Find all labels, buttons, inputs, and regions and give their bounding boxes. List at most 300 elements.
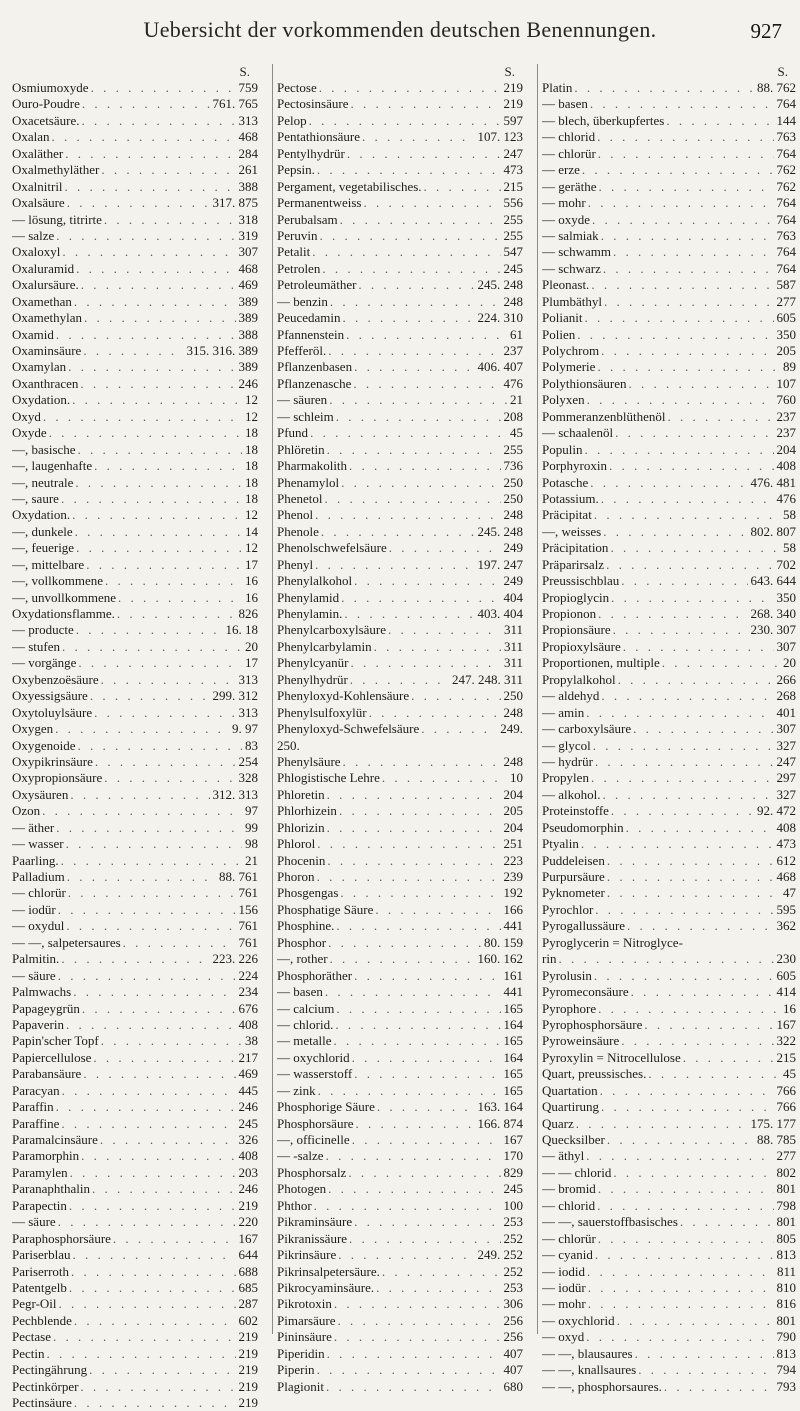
entry-term: Pariserblau [12,1247,71,1263]
leader-dots [681,1050,774,1066]
leader-dots [92,458,242,474]
leader-dots [325,787,501,803]
entry-page-ref: 266 [776,671,796,687]
index-entry [12,672,258,688]
index-entry [277,902,523,918]
entry-term: — wasser [12,836,64,852]
entry-term: Pfefferöl. [277,343,327,358]
entry-term: Pharmakolith [277,458,348,474]
index-entry [277,573,523,589]
entry-term: — alkohol. [542,786,601,802]
index-column-3 [537,64,796,1394]
index-entry [12,853,258,869]
entry-term: — benzin [277,293,328,309]
index-entry [12,885,258,901]
entry-term: Pechblende [12,1312,72,1328]
entry-page-ref: 175. 177 [750,1115,796,1131]
leader-dots [607,458,774,474]
entry-page-ref: 89 [783,359,796,375]
entry-page-ref: 83 [245,737,258,753]
entry-page-ref: 250 [503,688,523,704]
index-entry [277,442,523,458]
entry-page-ref: 58 [783,507,796,523]
entry-term: — mohr [542,195,586,211]
entry-term: Plumbäthyl [542,293,602,309]
entry-page-ref: 587 [776,277,796,293]
entry-page-ref: 763 [776,129,796,145]
entry-page-ref: 801 [776,1312,796,1328]
index-entry [277,1066,523,1082]
entry-term: — vorgänge [12,655,77,671]
leader-dots [596,1181,774,1197]
entry-term: —, saure [12,490,59,506]
entry-term: Phenamylol [277,474,340,490]
entry-term: —, vollkommene [12,573,103,589]
entry-page-ref: 473 [776,836,796,852]
leader-dots [409,688,500,704]
leader-dots [92,705,235,721]
index-entry [12,475,258,491]
index-entry [542,507,796,523]
entry-page-ref: 247 [503,145,523,161]
entry-page-ref: 249. 252 [477,1247,523,1263]
entry-term: Präparirsalz [542,556,605,572]
entry-term: Plagionit [277,1378,324,1394]
index-entry [277,212,523,228]
leader-dots [68,787,209,803]
index-entry [542,540,796,556]
entry-page-ref: 144 [776,112,796,128]
index-entry [12,1116,258,1132]
leader-dots [360,129,474,145]
index-entry [12,491,258,507]
entry-term: Petrolen [277,260,321,276]
leader-dots [79,1148,235,1164]
entry-term: Phenylcyanür [277,655,349,671]
entry-page-ref: 224. 310 [477,310,523,326]
entry-term: Oxydationsflamme. [12,606,115,621]
leader-dots [103,573,242,589]
index-entry [542,787,796,803]
entry-term: Paraffine [12,1115,60,1131]
leader-dots [59,1116,235,1132]
leader-dots [351,376,500,392]
entry-term: —, basische [12,441,76,457]
entry-page-ref: 12 [245,540,258,556]
entry-page-ref: 166 [503,901,523,917]
leader-dots [315,1362,501,1378]
entry-page-ref: 389 [238,310,258,326]
leader-dots [599,688,773,704]
index-entry [542,162,796,178]
leader-dots [586,1280,774,1296]
entry-term: Phosphorsäure [277,1115,354,1131]
index-entry [12,80,258,96]
index-entry [277,754,523,770]
leader-dots [380,1264,501,1280]
entry-term: — äther [12,819,55,835]
leader-dots [596,1001,780,1017]
entry-term: Oxalan [12,129,50,145]
index-entry [12,425,258,441]
entry-page-ref: 761. 765 [212,96,258,112]
entry-term: Petroleumäther [277,277,357,293]
entry-term: Papiercellulose [12,1049,92,1065]
leader-dots [79,277,236,293]
entry-page-ref: 161 [503,967,523,983]
index-entry [12,1066,258,1082]
entry-term: — salmiak [542,227,599,243]
entry-term: Pyroglycerin = Nitroglyce- [542,934,683,950]
entry-page-ref: 246 [238,1181,258,1197]
leader-dots [54,228,235,244]
entry-term: Purpursäure [542,869,605,884]
index-entry [542,343,796,359]
entry-page-ref: 219 [238,1362,258,1378]
entry-term: Phloretin [277,786,325,802]
leader-dots [611,1165,773,1181]
leader-dots [81,343,183,359]
entry-term: — mohr [542,1296,586,1312]
entry-term: — stufen [12,638,61,654]
entry-page-ref: 388 [238,326,258,342]
index-entry [12,984,258,1000]
index-entry [12,442,258,458]
entry-page-ref: 107 [776,375,796,391]
leader-dots [341,754,501,770]
leader-dots [74,622,223,638]
entry-term: Polymerie [542,359,596,375]
index-entry [277,1001,523,1017]
leader-dots [111,1231,236,1247]
leader-dots [615,1313,774,1329]
entry-term: Oxydation. [12,507,71,523]
index-entry [277,918,523,934]
leader-dots [582,310,773,326]
entry-term: Phenylsulfoxylür [277,704,367,720]
leader-dots [102,212,236,228]
entry-page-ref: 204 [503,786,523,802]
index-entry [542,1231,796,1247]
entry-page-ref: 766 [776,1082,796,1098]
entry-page-ref: 764 [776,211,796,227]
entry-term: Pyrophosphorsäure [542,1016,643,1032]
entry-page-ref: 14 [245,523,258,539]
entry-term: — hydrür [542,753,593,769]
leader-dots [616,672,774,688]
leader-dots [91,1050,235,1066]
entry-page-ref: 16 [245,589,258,605]
leader-dots [588,475,747,491]
leader-dots [589,770,774,786]
entry-page-ref: 277 [776,293,796,309]
leader-dots [386,622,501,638]
entry-page-ref: 234 [238,984,258,1000]
entry-term: Oxygen [12,721,54,737]
entry-term: Oxygenoide [12,737,76,753]
entry-page-ref: 319 [238,227,258,243]
leader-dots [88,688,210,704]
leader-dots [605,853,774,869]
entry-page-ref: 17 [245,655,258,671]
index-entry [12,918,258,934]
index-entry [12,820,258,836]
entry-term: — producte [12,622,74,638]
leader-dots [582,442,773,458]
leader-dots [595,1198,773,1214]
entry-term: Phoron [277,869,315,884]
entry-page-ref: 407 [503,1345,523,1361]
entry-term: — metalle [277,1033,332,1049]
entry-page-ref: 219 [503,80,523,95]
entry-term: Papin'scher Topf [12,1033,99,1049]
entry-term: Phenolschwefelsäure [277,540,387,556]
index-entry [12,836,258,852]
entry-page-ref: 408 [238,1148,258,1164]
entry-page-ref: 317. 875 [212,195,258,211]
entry-page-ref: 21 [510,392,523,408]
index-entry [12,96,258,112]
entry-page-ref: 255 [503,211,523,227]
entry-page-ref: 17 [245,556,258,572]
entry-term: Phosphoräther [277,967,353,983]
leader-dots [619,1033,773,1049]
entry-term: Polien [542,326,576,342]
leader-dots [580,162,774,178]
leader-dots [596,1231,774,1247]
entry-page-ref: 88. 785 [757,1132,796,1147]
index-entry [277,261,523,277]
entry-term: Pimarsäure [277,1312,336,1328]
entry-page-ref: 250 [503,474,523,490]
index-entry [277,179,523,195]
index-entry [277,770,523,786]
entry-page-ref: 350 [776,589,796,605]
leader-dots [99,1033,242,1049]
entry-page-ref: 680 [503,1378,523,1394]
leader-dots [312,1198,501,1214]
entry-page-ref: 45 [783,1066,796,1082]
index-entry [12,1264,258,1280]
entry-term: —, mittelbare [12,556,85,572]
index-entry [12,688,258,704]
entry-term: Paracyan [12,1082,60,1098]
leader-dots [45,1346,236,1362]
leader-dots [70,1247,235,1263]
leader-dots [53,721,229,737]
entry-term: —, officinelle [277,1132,350,1147]
entry-term: Pikranissäure [277,1230,348,1246]
entry-page-ref: 268. 340 [750,606,796,621]
entry-page-ref: 810 [776,1279,796,1295]
index-entry [12,129,258,145]
index-entry [542,1033,796,1049]
index-entry [12,343,258,359]
index-entry [542,836,796,852]
entry-term: — oxyd [542,1329,585,1345]
entry-page-ref: 297 [776,770,796,786]
leader-dots [342,606,474,622]
index-entry [542,113,796,129]
index-entry [12,803,258,819]
entry-page-ref: 156 [238,901,258,917]
leader-dots [646,1066,780,1082]
entry-page-ref: 401 [776,704,796,720]
entry-term: Phlorizin [277,819,325,835]
leader-dots [380,770,507,786]
leader-dots [356,277,474,293]
entry-term: —, feuerige [12,540,75,556]
leader-dots [419,721,497,737]
entry-page-ref: 644 [238,1247,258,1263]
index-entry [542,376,796,392]
entry-term: Palladium [12,869,65,884]
entry-term: Phenetol [277,490,323,506]
index-entry [542,1264,796,1280]
entry-term: — —, phosphorsaures. [542,1378,662,1394]
leader-dots [575,327,773,343]
leader-dots [599,1099,773,1115]
entry-page-ref: 255 [503,227,523,243]
index-entry [277,590,523,606]
leader-dots [599,343,773,359]
index-entry [542,425,796,441]
index-entry [542,1001,796,1017]
entry-page-ref: 246 [238,1099,258,1115]
entry-page-ref: 468 [776,869,796,884]
entry-term: Ozon [12,803,41,819]
entry-term: — —, salpetersaures [12,934,121,950]
index-entry [277,1296,523,1312]
entry-term: Pariserroth [12,1263,70,1279]
entry-term: — lösung, titrirte [12,211,102,227]
index-entry [12,1231,258,1247]
index-entry [12,1214,258,1230]
entry-term: — oxydul [12,918,65,934]
leader-dots [572,80,754,96]
entry-page-ref: 602 [238,1312,258,1328]
leader-dots [51,1329,236,1345]
entry-term: Phenyloxyd-Schwefelsäure [277,721,420,737]
index-entry [542,294,796,310]
entry-term: Phenole [277,523,319,539]
index-entry [277,803,523,819]
entry-page-ref: 245. 248 [477,277,523,293]
leader-dots [352,573,500,589]
entry-page-ref: 408 [238,1016,258,1032]
index-entry [542,1346,796,1362]
index-entry [12,1132,258,1148]
entry-page-ref: 468 [238,129,258,145]
entry-term: Pyrogallussäure [542,918,626,934]
leader-dots [102,770,235,786]
leader-dots [352,1214,500,1230]
index-entry [12,228,258,244]
leader-dots [323,491,501,507]
leader-dots [592,507,780,523]
entry-term: Phosgengas [277,885,339,901]
entry-term: Peucedamin [277,310,341,326]
index-entry [277,277,523,293]
entry-page-ref: 414 [776,984,796,1000]
index-entry [12,606,258,622]
entry-page-ref: 307 [238,244,258,260]
entry-page-ref: 219 [238,1197,258,1213]
entry-page-ref: 612 [776,852,796,868]
index-entry [277,655,523,671]
entry-term: Phenylamin. [277,606,343,621]
index-entry [12,1247,258,1263]
index-entry [277,853,523,869]
entry-page-ref: 251 [503,836,523,852]
entry-page-ref: 802 [776,1164,796,1180]
entry-term: Phlogistische Lehre [277,770,380,786]
leader-dots [579,836,774,852]
entry-page-ref: 685 [238,1279,258,1295]
index-entry [12,738,258,754]
index-entry [12,162,258,178]
entry-page-ref: 299. 312 [212,688,258,704]
entry-page-ref: 18 [245,474,258,490]
entry-term: Pectin [12,1345,45,1361]
index-entry [277,622,523,638]
entry-page-ref: 468 [238,260,258,276]
entry-term: Porphyroxin [542,458,607,474]
entry-term: Propionon [542,606,597,621]
index-entry [542,1329,796,1345]
leader-dots [80,96,210,112]
entry-page-ref: 237 [776,408,796,424]
entry-page-ref: 247. 248. 311 [451,671,523,687]
index-entry [12,557,258,573]
index-entry [542,705,796,721]
entry-term: — äthyl [542,1148,585,1164]
index-entry [277,1132,523,1148]
leader-dots [344,327,507,343]
leader-dots [313,557,474,573]
entry-page-ref: 219 [238,1345,258,1361]
entry-term: Permanentweiss [277,195,362,211]
entry-term: Oxalnitril [12,178,63,194]
entry-page-ref: 764 [776,244,796,260]
leader-dots [375,1099,475,1115]
leader-dots [74,261,235,277]
leader-dots [72,1395,236,1411]
entry-page-ref: 761 [238,934,258,950]
leader-dots [66,359,235,375]
index-entry [277,507,523,523]
entry-term: Palmitin. [12,951,60,967]
entry-term: Paraffin [12,1099,54,1115]
leader-dots [98,1132,236,1148]
entry-term: Populin [542,441,583,457]
leader-dots [636,1362,773,1378]
entry-term: Pyroweinsäure [542,1033,620,1049]
index-entry [277,606,523,622]
index-entry [542,1017,796,1033]
entry-term: Pyrophore [542,1000,597,1016]
entry-page-ref: 215 [776,1049,796,1065]
entry-page-ref: 245 [503,260,523,276]
entry-page-ref: 239 [503,869,523,884]
entry-term: Papageygrün [12,1000,80,1016]
entry-term: Photogen [277,1181,327,1197]
leader-dots [56,902,236,918]
entry-term: Phenylalkohol [277,573,353,589]
leader-dots [613,425,773,441]
index-entry [542,491,796,507]
leader-dots [57,1296,236,1312]
